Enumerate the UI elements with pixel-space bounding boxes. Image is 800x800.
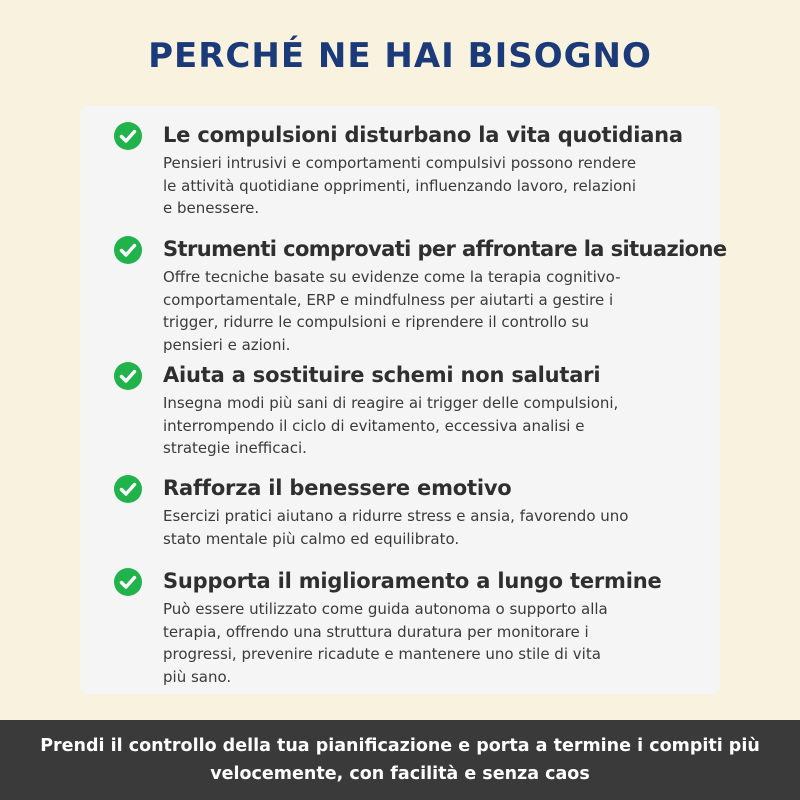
benefits-card (80, 106, 727, 694)
footer-line: velocemente, con facilità e senza caos (210, 764, 590, 784)
benefit-title: Aiuta a sostituire schemi non salutari (163, 363, 601, 387)
footer-banner (0, 720, 800, 800)
benefit-description: Offre tecniche basate su evidenze come la terapia cognitivo- comportamentale, ERP e mindfulness per aiutarti a gestire i trigger, ridurre le compulsioni e riprendere il controllo su pensieri e azioni. (163, 268, 621, 354)
check-circle-icon (114, 362, 142, 390)
page-title: PERCHÉ NE HAI BISOGNO (148, 36, 652, 76)
footer-line: Prendi il controllo della tua pianificazione e porta a termine i compiti più (40, 736, 760, 756)
check-circle-icon (114, 122, 142, 150)
check-circle-icon (114, 236, 142, 264)
check-circle-icon (114, 475, 142, 503)
benefit-description: Pensieri intrusivi e comportamenti compulsivi possono rendere le attività quotidiane opprimenti, influenzando lavoro, relazioni e benessere. (163, 154, 637, 217)
benefit-description: Esercizi pratici aiutano a ridurre stress e ansia, favorendo uno stato mentale più calmo ed equilibrato. (163, 507, 629, 548)
check-circle-icon (114, 568, 142, 596)
footer-text (10, 732, 790, 788)
benefit-title: Supporta il miglioramento a lungo termine (163, 569, 662, 593)
benefit-description: Può essere utilizzato come guida autonoma o supporto alla terapia, offrendo una struttura duratura per monitorare i progressi, prevenire ricadute e mantenere uno stile di vita più sano. (163, 600, 608, 686)
benefit-description: Insegna modi più sani di reagire ai trigger delle compulsioni, interrompendo il ciclo di evitamento, eccessiva analisi e strategie inefficaci. (163, 394, 619, 457)
benefit-title: Strumenti comprovati per affrontare la situazione (163, 237, 727, 261)
benefit-title: Le compulsioni disturbano la vita quotidiana (163, 123, 683, 147)
benefit-title: Rafforza il benessere emotivo (163, 476, 512, 500)
